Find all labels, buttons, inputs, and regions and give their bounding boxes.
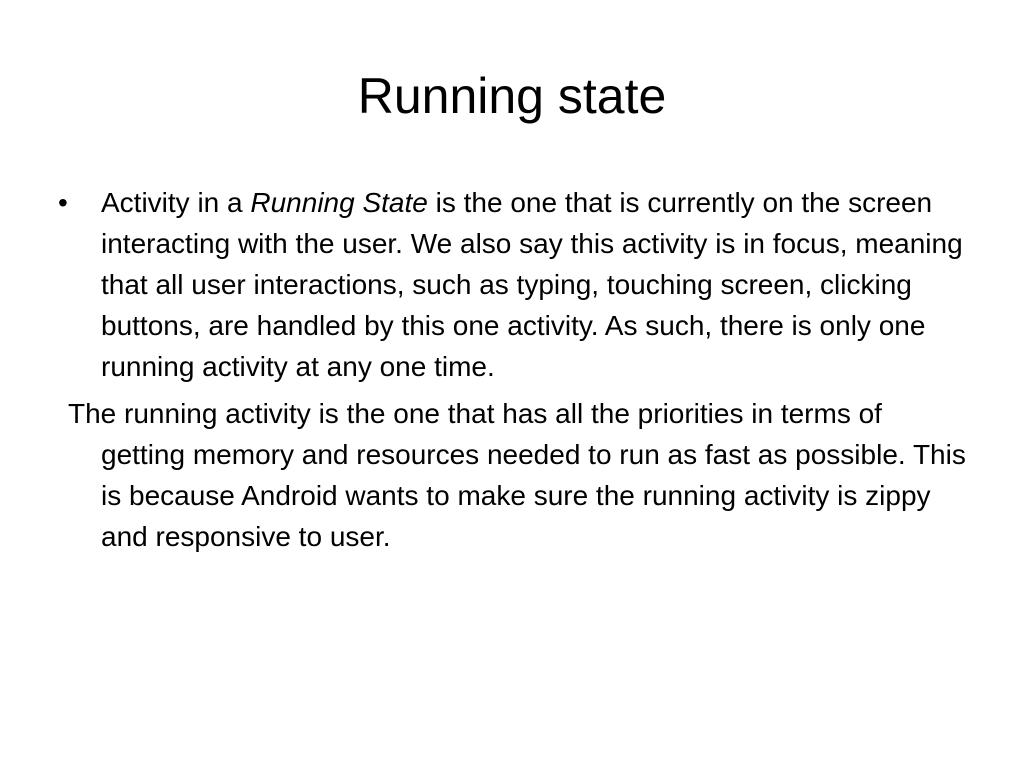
slide-body <box>58 182 968 557</box>
slide-title: Running state <box>357 68 667 124</box>
bullet-icon: • <box>58 187 68 218</box>
bullet-paragraph <box>58 182 968 387</box>
paragraph1-text-start: Activity in a <box>101 187 251 218</box>
paragraph1-text-rest: is the one that is currently on the screen interacting with the user. We also say this activity is in focus, meaning that all user interactions, such as typing, touching screen, clicking buttons, are handled by this one activity. As such, there is only one running activity at any one time. <box>101 187 963 382</box>
running-state-emphasis: Running State <box>250 187 428 218</box>
continuation-paragraph: The running activity is the one that has all the priorities in terms of getting memory and resources needed to run as fast as possible. This is because Android wants to make sure the running activity is zippy and responsive to user. <box>68 398 966 552</box>
